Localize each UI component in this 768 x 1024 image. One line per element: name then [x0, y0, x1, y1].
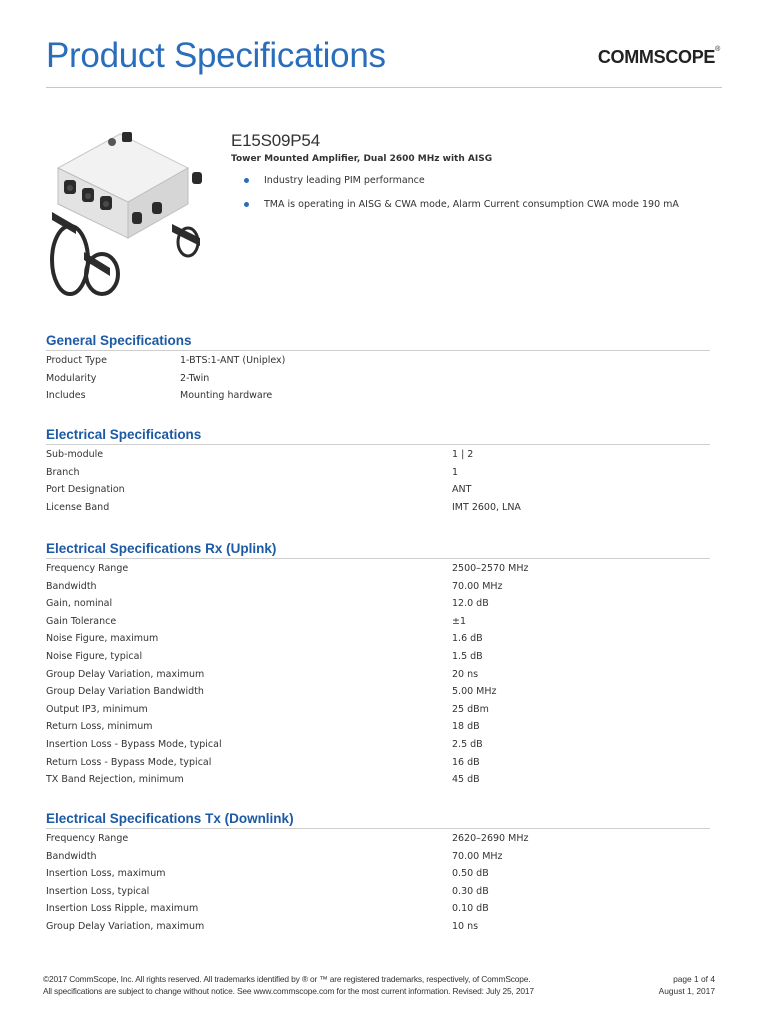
table-row [46, 830, 710, 848]
electrical-specifications-section [46, 426, 710, 516]
section-divider [46, 350, 710, 351]
table-row [46, 630, 710, 648]
spec-value: 2.5 dB [452, 738, 483, 750]
table-row [46, 848, 710, 866]
spec-value: ±1 [452, 615, 467, 627]
spec-label: Branch [46, 466, 80, 478]
section-divider [46, 558, 710, 559]
general-specifications-section [46, 332, 710, 405]
spec-label: Insertion Loss Ripple, maximum [46, 903, 199, 915]
spec-value: 1.5 dB [452, 650, 483, 662]
table-row [46, 718, 710, 736]
spec-label: Gain Tolerance [46, 615, 117, 627]
table-row [46, 464, 710, 482]
spec-table [46, 830, 710, 936]
spec-label: Sub-module [46, 449, 104, 460]
section-divider [46, 444, 710, 445]
spec-value: Mounting hardware [180, 390, 273, 402]
table-row [46, 499, 710, 517]
table-row [46, 683, 710, 701]
table-row [46, 648, 710, 666]
spec-value: 70.00 MHz [452, 850, 503, 862]
tower-mounted-amplifier-icon [40, 128, 220, 308]
spec-value: 12.0 dB [452, 598, 489, 610]
spec-value: 18 dB [452, 721, 480, 733]
spec-label: Insertion Loss, maximum [46, 868, 166, 880]
spec-table [46, 352, 710, 405]
spec-value: 0.10 dB [452, 903, 489, 915]
spec-value: 2-Twin [180, 372, 210, 384]
table-row [46, 883, 710, 901]
footer-page-info [659, 973, 715, 997]
page-title: Product Specifications [46, 36, 386, 75]
spec-label: Frequency Range [46, 833, 129, 844]
spec-label: License Band [46, 501, 110, 513]
brand-name: COMMSCOPE [597, 47, 716, 67]
spec-label: Includes [46, 390, 86, 402]
spec-label: Group Delay Variation Bandwidth [46, 686, 204, 698]
spec-label: Noise Figure, maximum [46, 633, 159, 645]
table-row [46, 918, 710, 936]
spec-label: Insertion Loss, typical [46, 885, 150, 897]
spec-value: 70.00 MHz [452, 580, 503, 592]
spec-value: 1.6 dB [452, 633, 483, 645]
product-image [40, 128, 220, 308]
feature-item [231, 172, 721, 190]
table-row [46, 666, 710, 684]
bullet-icon [244, 202, 249, 207]
table-row [46, 900, 710, 918]
spec-value: 1-BTS:1-ANT (Uniplex) [180, 355, 286, 366]
table-row [46, 481, 710, 499]
spec-value: 0.50 dB [452, 868, 489, 880]
spec-value: 10 ns [452, 920, 479, 932]
spec-value: 1 | 2 [452, 449, 474, 460]
spec-label: Frequency Range [46, 563, 129, 574]
table-row [46, 613, 710, 631]
spec-label: TX Band Rejection, minimum [46, 774, 184, 786]
spec-table [46, 446, 710, 516]
spec-value: 2500–2570 MHz [452, 563, 529, 574]
tx-specifications-section [46, 810, 710, 936]
table-row [46, 446, 710, 464]
table-row [46, 736, 710, 754]
footer-legal [43, 973, 534, 997]
bullet-icon [244, 178, 249, 183]
table-row [46, 754, 710, 772]
copyright-text: ©2017 CommScope, Inc. All rights reserved. All trademarks identified by ® or ™ are registered trademarks, respectively, of CommScope. [43, 974, 531, 984]
spec-label: Insertion Loss - Bypass Mode, typical [46, 738, 222, 750]
spec-value: 5.00 MHz [452, 686, 497, 698]
header-divider [46, 87, 722, 88]
feature-text: Industry leading PIM performance [264, 175, 425, 186]
feature-text: TMA is operating in AISG & CWA mode, Alarm Current consumption CWA mode 190 mA [264, 199, 679, 210]
page-number: page 1 of 4 [673, 974, 715, 984]
spec-value: 25 dBm [452, 703, 489, 715]
table-row [46, 595, 710, 613]
section-divider [46, 828, 710, 829]
spec-label: Group Delay Variation, maximum [46, 668, 205, 680]
spec-value: ANT [452, 484, 472, 496]
spec-label: Modularity [46, 372, 97, 384]
spec-label: Port Designation [46, 484, 125, 496]
notice-text: All specifications are subject to change without notice. See www.commscope.com for the most current information. Revised: July 25, 2017 [43, 986, 534, 996]
spec-label: Bandwidth [46, 580, 97, 592]
spec-label: Product Type [46, 355, 107, 366]
registered-mark: ® [715, 46, 720, 53]
spec-table [46, 560, 710, 789]
spec-label: Output IP3, minimum [46, 703, 148, 715]
commscope-logo [598, 47, 720, 68]
table-row [46, 701, 710, 719]
spec-label: Noise Figure, typical [46, 650, 143, 662]
rx-specifications-section [46, 540, 710, 789]
table-row [46, 370, 710, 388]
table-row [46, 578, 710, 596]
table-row [46, 865, 710, 883]
spec-value: 20 ns [452, 668, 479, 680]
spec-label: Gain, nominal [46, 598, 113, 610]
section-title: Electrical Specifications Rx (Uplink) [46, 541, 277, 556]
spec-value: 2620–2690 MHz [452, 833, 529, 844]
product-model: E15S09P54 [231, 131, 320, 150]
spec-label: Group Delay Variation, maximum [46, 920, 205, 932]
feature-item [231, 196, 721, 214]
table-row [46, 387, 710, 405]
section-title: Electrical Specifications Tx (Downlink) [46, 811, 294, 826]
table-row [46, 771, 710, 789]
spec-value: 16 dB [452, 756, 480, 768]
spec-value: 1 [452, 466, 459, 478]
print-date: August 1, 2017 [658, 986, 715, 996]
table-row [46, 560, 710, 578]
spec-value: 0.30 dB [452, 885, 489, 897]
spec-value: IMT 2600, LNA [452, 501, 521, 513]
feature-list [231, 172, 721, 220]
product-description: Tower Mounted Amplifier, Dual 2600 MHz with AISG [231, 154, 493, 164]
section-title: Electrical Specifications [46, 427, 202, 442]
section-title: General Specifications [46, 333, 192, 348]
spec-label: Return Loss - Bypass Mode, typical [46, 756, 212, 768]
spec-label: Return Loss, minimum [46, 721, 153, 733]
spec-label: Bandwidth [46, 850, 97, 862]
spec-value: 45 dB [452, 774, 480, 786]
table-row [46, 352, 710, 370]
